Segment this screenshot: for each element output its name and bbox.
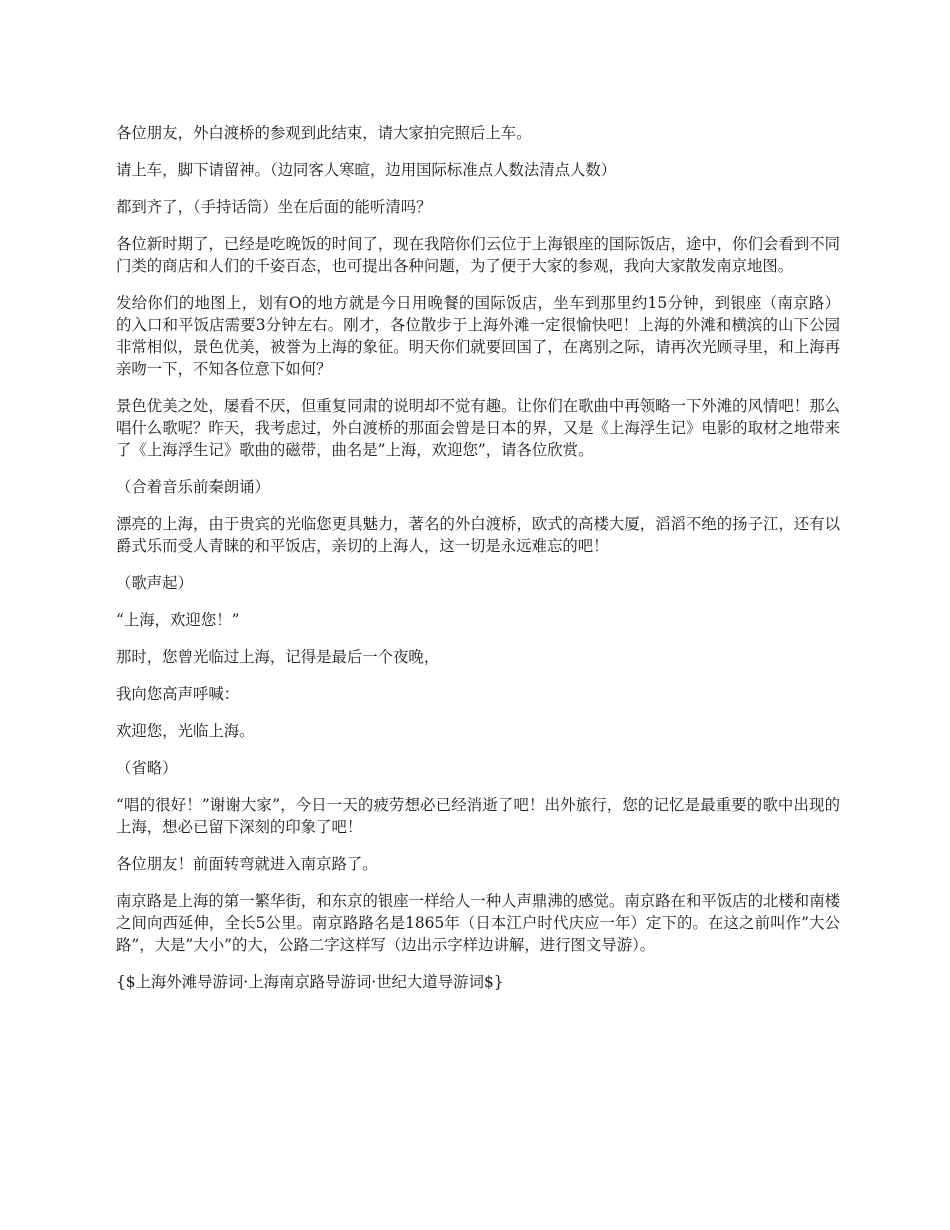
paragraph-beautiful-shanghai: 漂亮的上海，由于贵宾的光临您更具魅力，著名的外白渡桥，欧式的高楼大厦，滔滔不绝的扬子江，还有以爵式乐而受人青睐的和平饭店，亲切的上海人，这一切是永远难忘的吧！ [116,515,840,555]
paragraph-related-links: {$上海外滩导游词·上海南京路导游词·世纪大道导游词$} [116,973,504,991]
document-body [116,122,840,1008]
paragraph-turn-nanjing-road: 各位朋友！前面转弯就进入南京路了。 [116,855,378,873]
paragraph-everyone-here: 都到齐了，（手持话筒）坐在后面的能听清吗？ [116,198,432,216]
paragraph-lyric-3: 欢迎您，光临上海。 [116,722,255,740]
paragraph-farewell-bridge: 各位朋友，外白渡桥的参观到此结束，请大家拍完照后上车。 [116,124,532,142]
paragraph-song-starts: （歌声起） [116,574,193,592]
paragraph-song-intro: 景色优美之处，屡看不厌，但重复同肃的说明却不觉有趣。让你们在歌曲中再领略一下外滩的风情吧！那么唱什么歌呢？昨天，我考虑过，外白渡桥的那面会曾是日本的界，又是《上海浮生记》电影的取材之地带来了《上海浮生记》歌曲的磁带，曲名是”上海，欢迎您”，请各位欣赏。 [116,397,840,459]
paragraph-lyric-1: 那时，您曾光临过上海，记得是最后一个夜晚， [116,648,440,666]
paragraph-song-title: “上海，欢迎您！” [116,611,240,629]
paragraph-dinner-intro: 各位新时期了，已经是吃晚饭的时间了，现在我陪你们云位于上海银座的国际饭店，途中，你们会看到不同门类的商店和人们的千姿百态，也可提出各种问题，为了便于大家的参观，我向大家散发南京地图。 [116,235,840,275]
paragraph-music-recitation: （合着音乐前秦朗诵） [116,478,270,496]
paragraph-map-explanation: 发给你们的地图上，划有O的地方就是今日用晚餐的国际饭店，坐车到那里约15分钟，到银座（南京路）的入口和平饭店需要3分钟左右。刚才，各位散步于上海外滩一定很愉快吧！上海的外滩和横滨的山下公园非常相似，景色优美，被誉为上海的象征。明天你们就要回国了，在离别之际，请再次光顾寻里，和上海再亲吻一下，不知各位意下如何？ [116,294,840,378]
paragraph-nanjing-road-history: 南京路是上海的第一繁华街，和东京的银座一样给人一种人声鼎沸的感觉。南京路在和平饭店的北楼和南楼之间向西延伸，全长5公里。南京路路名是1865年（日本江户时代庆应一年）定下的。在这之前叫作”大公路”，大是”大小”的大，公路二字这样写（边出示字样边讲解，进行图文导游）。 [116,892,840,954]
paragraph-omitted: （省略） [116,759,178,777]
paragraph-sang-well: “唱的很好！”谢谢大家”，今日一天的疲劳想必已经消逝了吧！出外旅行，您的记忆是最重要的歌中出现的上海，想必已留下深刻的印象了吧！ [116,796,840,836]
paragraph-lyric-2: 我向您高声呼喊： [116,685,240,703]
paragraph-board-bus: 请上车，脚下请留神。（边同客人寒暄，边用国际标准点人数法清点人数） [116,161,617,179]
